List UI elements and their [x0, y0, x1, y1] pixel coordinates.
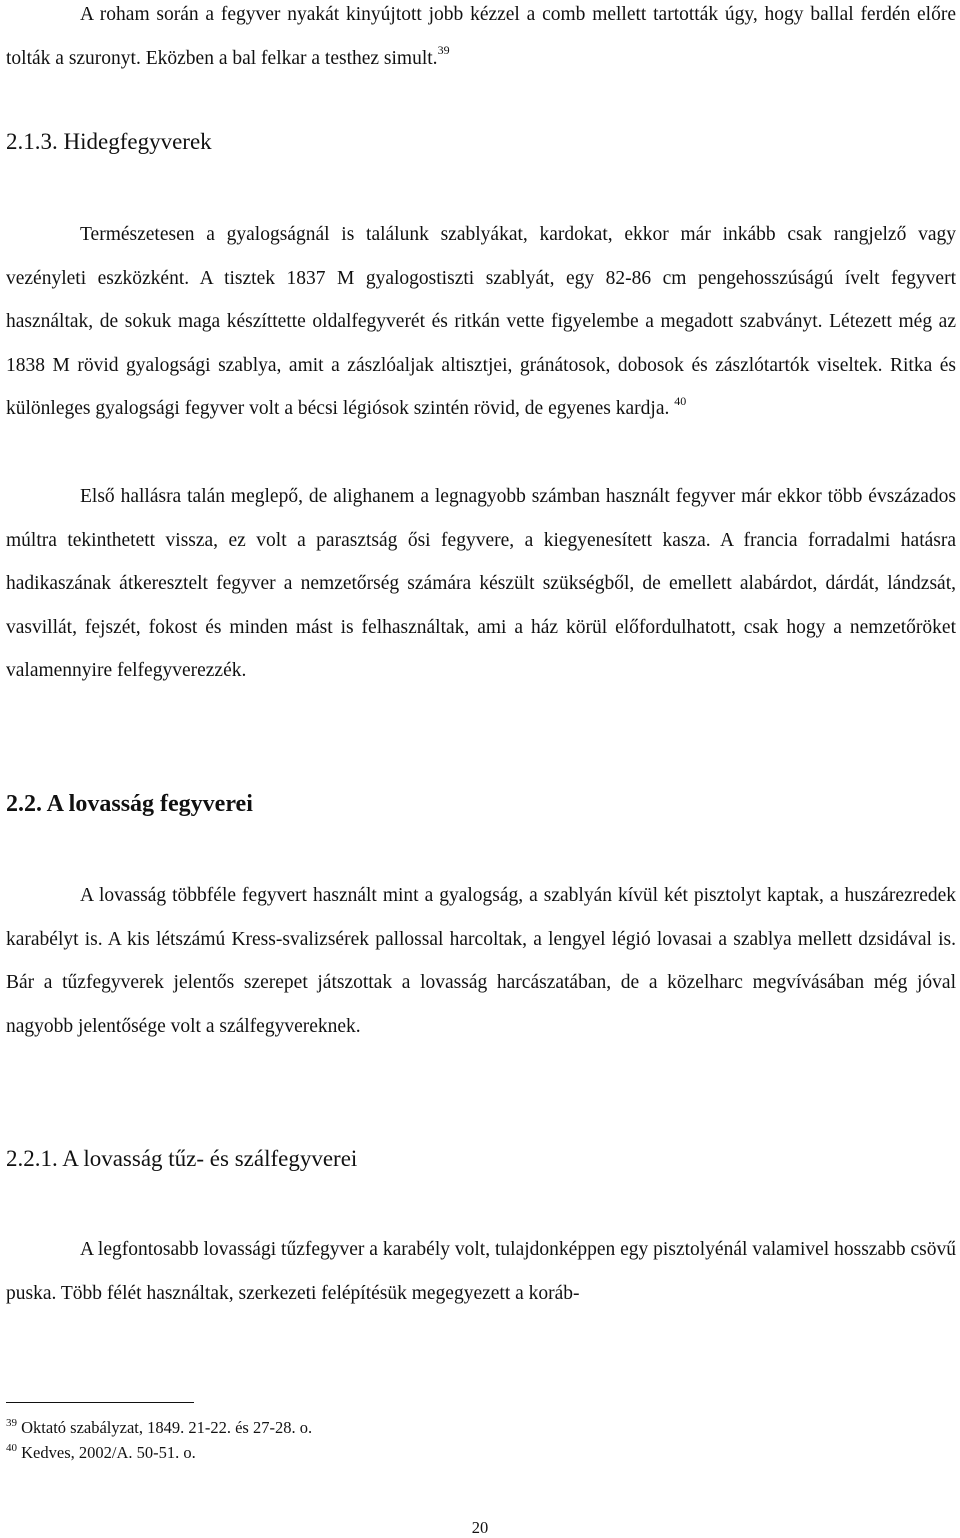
paragraph-text: A roham során a fegyver nyakát kinyújtott jobb kézzel a comb mellett tartották úgy, hogy ballal ferdén előre tolták a szuronyt. Eközben a bal felkar a testhez simult. — [6, 4, 956, 69]
footnote-40 — [6, 1443, 196, 1463]
footnote-text: Kedves, 2002/A. 50-51. o. — [21, 1443, 196, 1462]
paragraph-text: Természetesen a gyalogságnál is találunk szablyákat, kardokat, ekkor már inkább csak rangjelző vagy vezényleti eszközként. A tisztek 1837 M gyalogostiszti szablyát, egy 82-86 cm pengehosszúságú ívelt fegyvert használtak, de sokuk maga készíttette oldalfegyverét és ritkán vette figyelembe a megadott szabványt. Létezett még az 1838 M rövid gyalogsági szablya, amit a zászlóaljak altisztjei, gránátosok, dobosok és zászlótartók viseltek. Ritka és különleges gyalogsági fegyver volt a bécsi légiósok szintén rövid, de egyenes kardja. — [6, 224, 956, 419]
paragraph-text: Első hallásra talán meglepő, de alighanem a legnagyobb számban használt fegyver már ekkor több évszázados múltra tekinthetett vissza, ez volt a parasztság ősi fegyvere, a kiegyenesített kasza. A francia forradalmi hatásra hadikaszának átkeresztelt fegyver a nemzetőrség számára készült szükségből, de emellett alabárdot, dárdát, lándzsát, vasvillát, fejszét, fokost és minden mást is felhasználtak, ami a ház körül előfordulhatott, csak hogy a nemzetőröket valamennyire felfegyverezzék. — [6, 486, 956, 681]
footnote-39 — [6, 1418, 312, 1438]
heading-2-2: 2.2. A lovasság fegyverei — [6, 791, 253, 817]
paragraph-roham — [6, 0, 956, 80]
paragraph-karabely — [6, 1228, 956, 1315]
heading-2-2-1: 2.2.1. A lovasság tűz- és szálfegyverei — [6, 1146, 358, 1171]
footnote-divider — [6, 1402, 194, 1403]
footnote-text: Oktató szabályzat, 1849. 21-22. és 27-28. o. — [21, 1418, 313, 1437]
paragraph-lovassag — [6, 874, 956, 1048]
heading-2-1-3: 2.1.3. Hidegfegyverek — [6, 129, 212, 154]
paragraph-kasza — [6, 475, 956, 693]
page-number: 20 — [471, 1518, 489, 1537]
footnote-ref-40: 40 — [674, 393, 687, 408]
paragraph-text: A lovasság többféle fegyvert használt mint a gyalogság, a szablyán kívül két pisztolyt kaptak, a huszárezredek karabélyt is. A kis létszámú Kress-svalizsérek pallossal harcoltak, a lengyel légió lovasai a szablya mellett dzsidával is. Bár a tűzfegyverek jelentős szerepet játszottak a lovasság harcászatában, de a közelharc megvívásában még jóval nagyobb jelentősége volt a szálfegyvereknek. — [6, 885, 956, 1037]
paragraph-text: A legfontosabb lovassági tűzfegyver a karabély volt, tulajdonképpen egy pisztolyénál valamivel hosszabb csövű puska. Több félét használtak, szerkezeti felépítésük megegyezett a koráb- — [6, 1239, 956, 1304]
paragraph-szablyak — [6, 213, 956, 431]
footnote-number: 40 — [6, 1441, 17, 1454]
footnote-ref-39: 39 — [437, 43, 450, 57]
footnote-number: 39 — [6, 1416, 17, 1429]
